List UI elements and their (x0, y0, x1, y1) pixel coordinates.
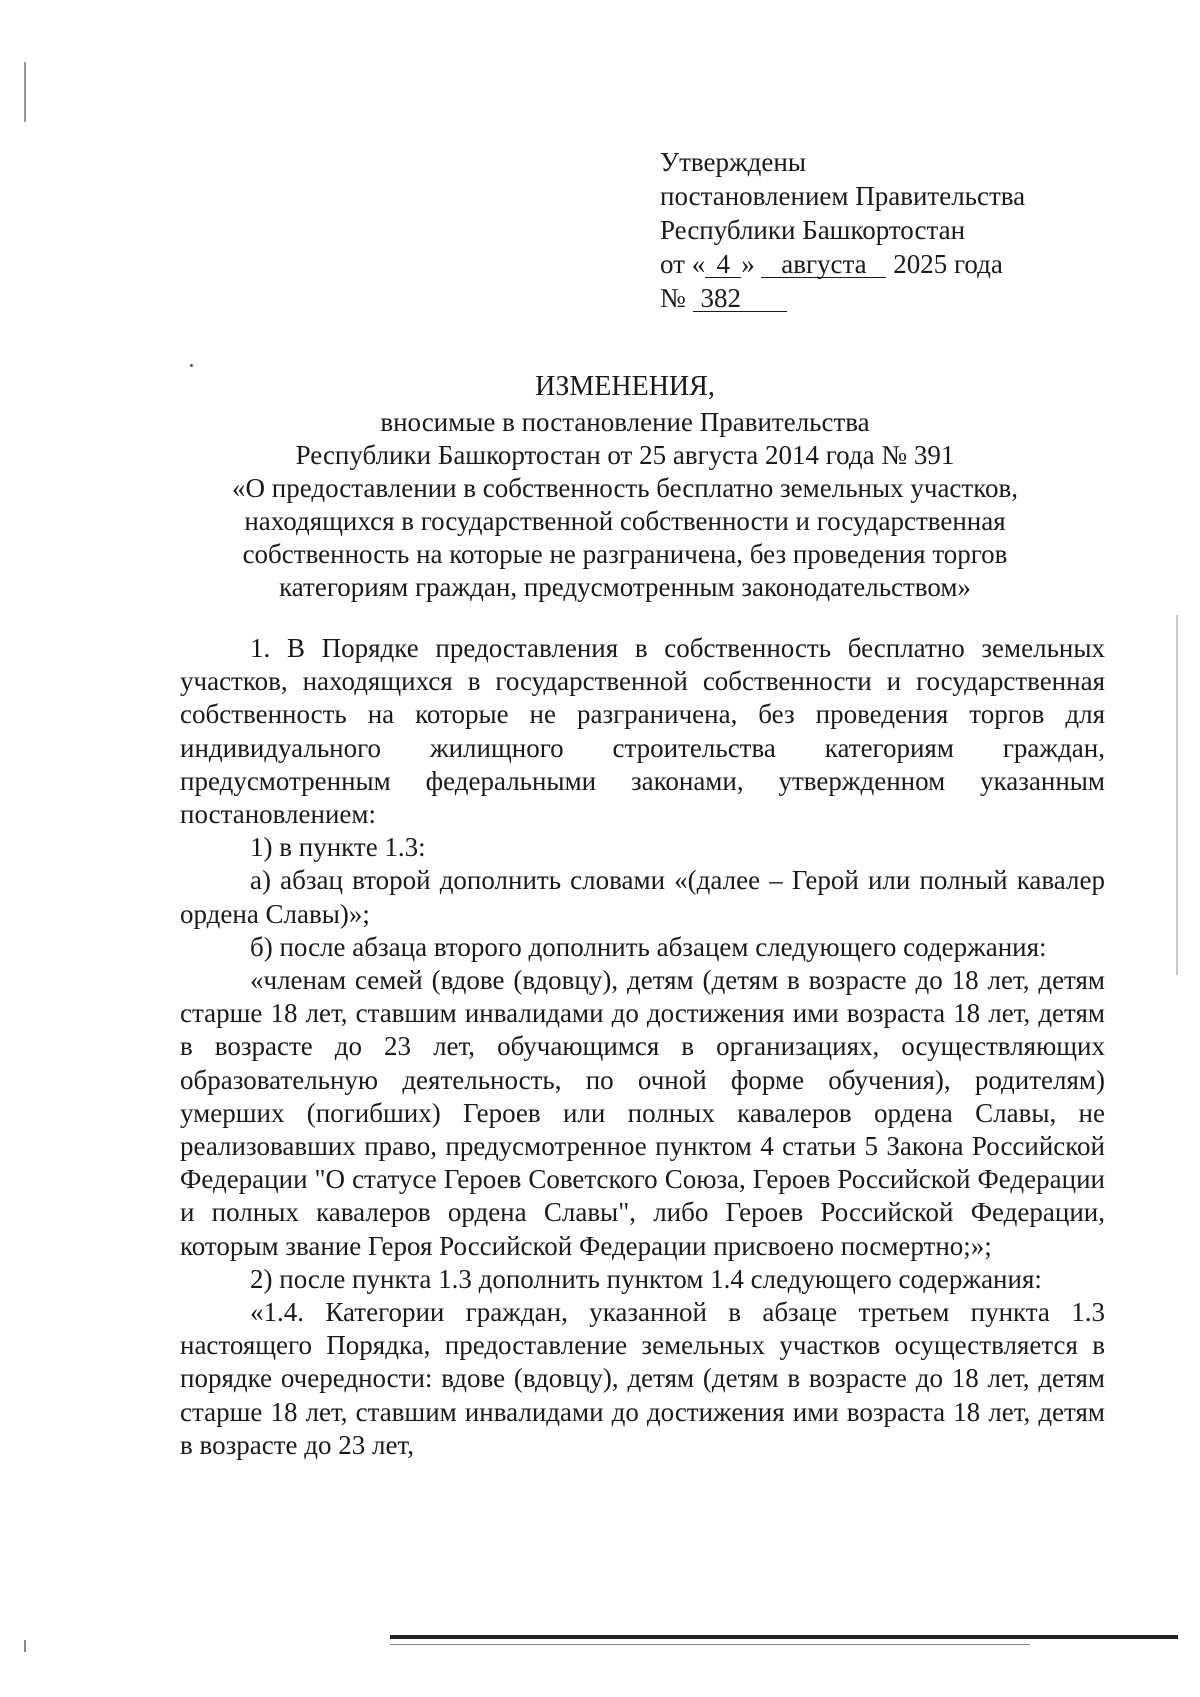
body-paragraph: 1) в пункте 1.3: (250, 832, 426, 863)
scan-artifact-left (24, 62, 26, 122)
approval-number-line (660, 281, 1160, 315)
heading-title: ИЗМЕНЕНИЯ, (535, 371, 715, 402)
heading-line: собственность на которые не разграничена, без проведения торгов (242, 539, 1008, 569)
number-prefix: № (660, 283, 686, 313)
document-heading (180, 370, 1070, 604)
document-number: 382 (693, 285, 787, 312)
body-paragraph: 1. В Порядке предоставления в собственность бесплатно земельных участков, находящихся в государственной собственности и государственная собственность на которые не разграничена, без проведения торгов для индивидуального жилищного строительства категориям граждан, предусмотренным федеральными законами, утвержденном указанным постановлением: (180, 633, 1105, 830)
document-body (180, 632, 1105, 1462)
heading-line: Республики Башкортостан от 25 августа 2014 года № 391 (295, 440, 955, 470)
date-mid: » (741, 249, 755, 279)
date-month: августа (761, 251, 886, 278)
body-paragraph: б) после абзаца второго дополнить абзацем следующего содержания: (250, 931, 1047, 962)
date-prefix: от « (660, 249, 706, 279)
heading-line: находящихся в государственной собственности и государственная (244, 506, 1006, 536)
scan-artifact-bottom-left (24, 1640, 26, 1652)
approval-date-line (660, 247, 1160, 281)
approval-line-2: постановлением Правительства (660, 181, 1026, 211)
heading-line: вносимые в постановление Правительства (380, 407, 870, 437)
bottom-rule-thin (390, 1644, 1030, 1645)
heading-line: категориям граждан, предусмотренным законодательством» (279, 572, 971, 602)
body-paragraph: а) абзац второй дополнить словами «(далее – Герой или полный кавалер ордена Славы)»; (180, 865, 1105, 929)
body-paragraph: «членам семей (вдове (вдовцу), детям (детям в возрасте до 18 лет, детям старше 18 лет, ставшим инвалидами до достижения ими возраста 18 лет, детям в возрасте до 23 лет, обучающимся в организациях, осуществляющих образовательную деятельность, по очной форме обучения), родителям) умерших (погибших) Героев или полных кавалеров ордена Славы, не реализовавших право, предусмотренное пунктом 4 статьи 5 Закона Российской Федерации "О статусе Героев Советского Союза, Героев Российской Федерации и полных кавалеров ордена Славы", либо Героев Российской Федерации, которым звание Героя Российской Федерации присвоено посмертно;»; (180, 965, 1105, 1261)
date-year: 2025 года (893, 249, 1003, 279)
heading-line: «О предоставлении в собственность бесплатно земельных участков, (232, 473, 1018, 503)
approval-line-1: Утверждены (660, 147, 806, 177)
bottom-rule (390, 1635, 1178, 1639)
body-paragraph: «1.4. Категории граждан, указанной в абзаце третьем пункта 1.3 настоящего Порядка, предоставление земельных участков осуществляется в порядке очередности: вдове (вдовцу), детям (детям в возрасте до 18 лет, детям старше 18 лет, ставшим инвалидами до достижения ими возраста 18 лет, детям в возрасте до 23 лет, (180, 1297, 1105, 1460)
approval-line-3: Республики Башкортостан (660, 215, 966, 245)
body-paragraph: 2) после пункта 1.3 дополнить пунктом 1.4 следующего содержания: (250, 1263, 1042, 1294)
scan-artifact-right (1176, 615, 1178, 975)
scan-artifact-dot (190, 364, 193, 367)
approval-block (660, 145, 1160, 315)
date-day: 4 (705, 251, 741, 278)
